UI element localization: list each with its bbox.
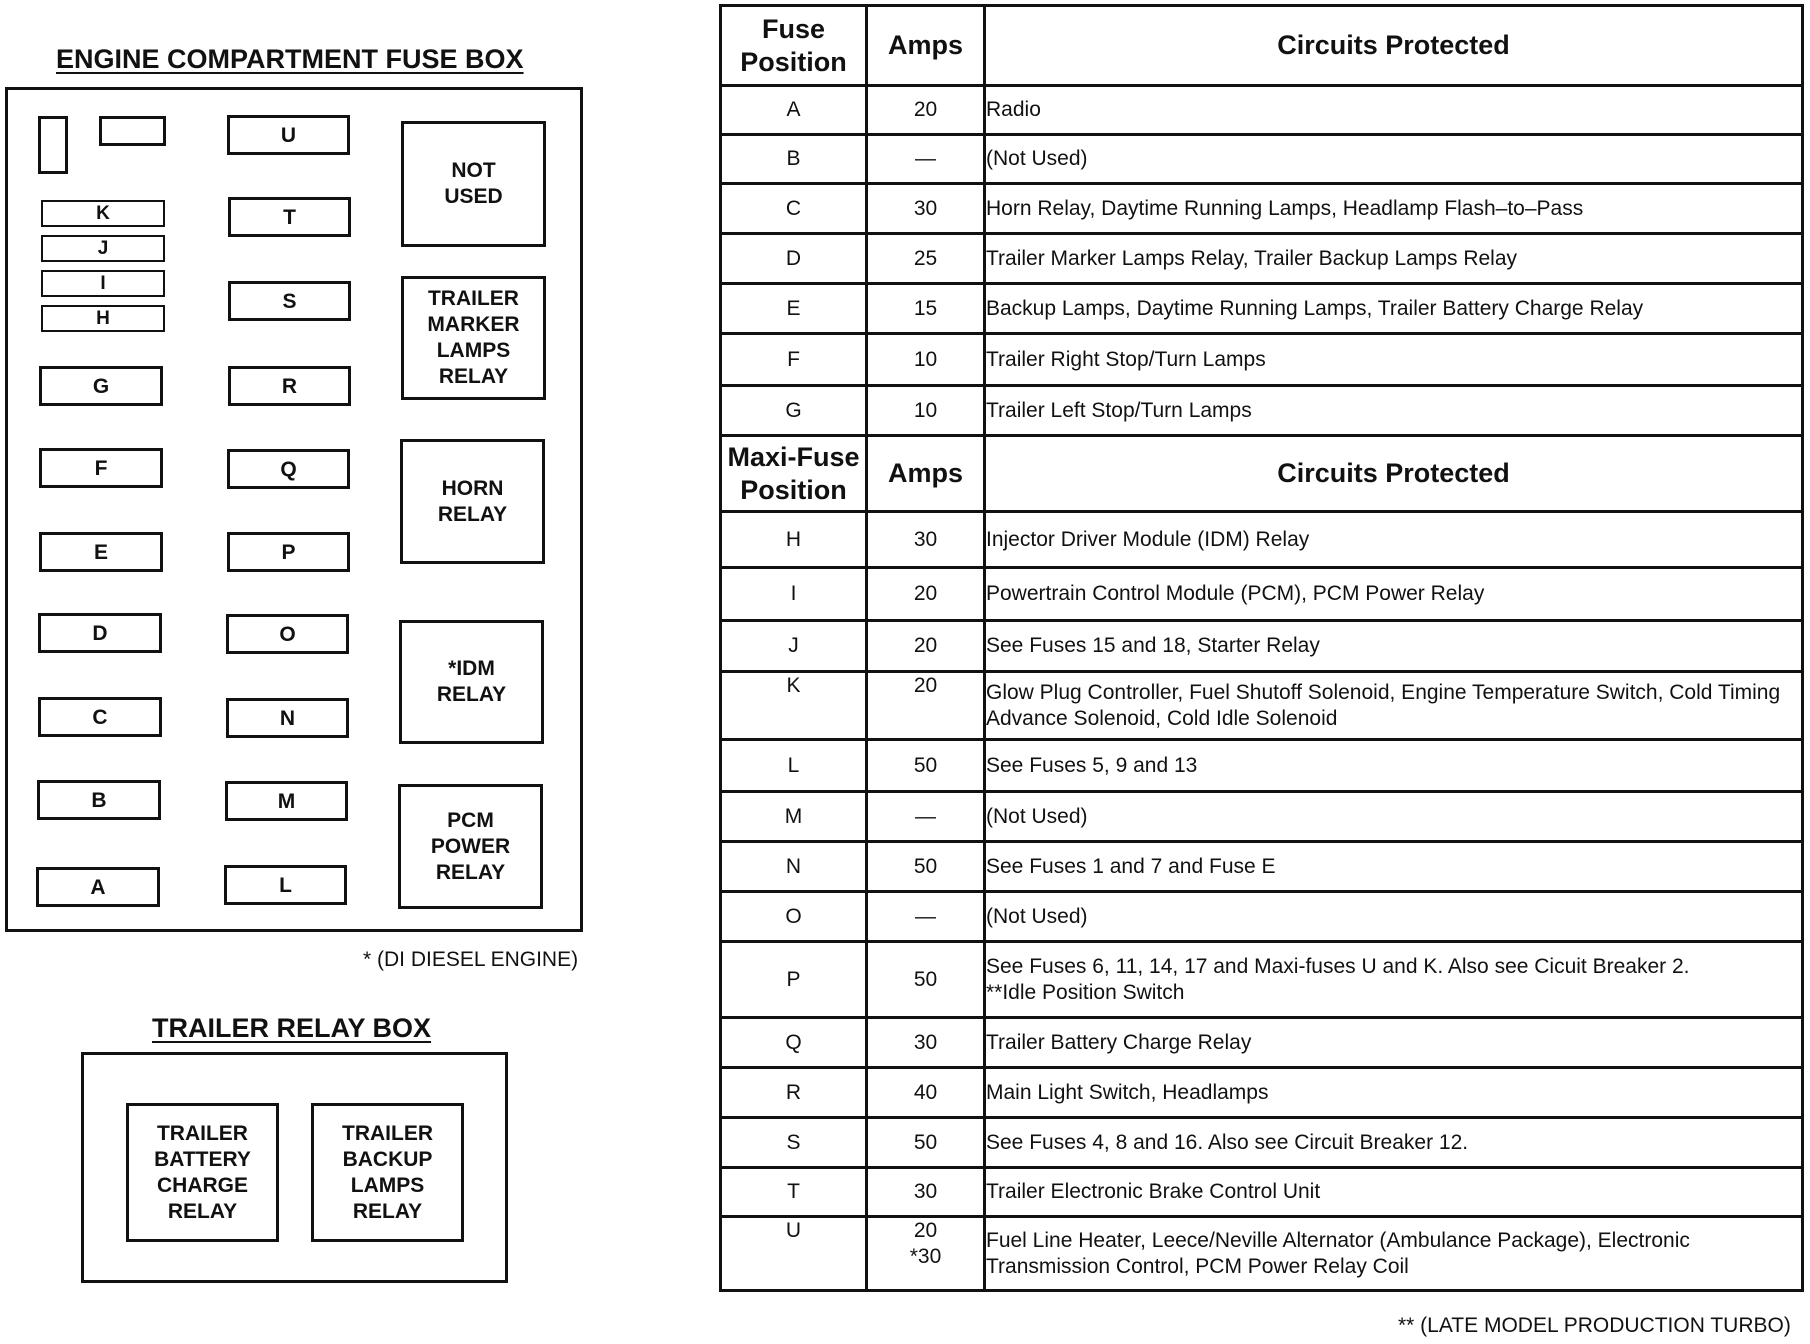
row-amps: 20 (867, 621, 985, 672)
table-row (721, 1118, 1803, 1168)
row-position: A (721, 86, 867, 135)
header-circuits: Circuits Protected (985, 436, 1803, 512)
row-circuits: (Not Used) (985, 892, 1803, 942)
fuse-unlabeled-vertical[interactable] (38, 116, 68, 174)
table-row (721, 740, 1803, 792)
footnote-di-diesel: * (DI DIESEL ENGINE) (363, 948, 579, 971)
row-amps: 50 (867, 740, 985, 792)
relay-idm[interactable]: *IDM RELAY (399, 620, 544, 744)
row-position: I (721, 568, 867, 621)
row-circuits: (Not Used) (985, 792, 1803, 842)
row-circuits: See Fuses 6, 11, 14, 17 and Maxi-fuses U and K. Also see Cicuit Breaker 2. **Idle Position Switch (985, 942, 1803, 1018)
relay-trailer-marker-lamps[interactable]: TRAILER MARKER LAMPS RELAY (401, 276, 546, 400)
fuse-g[interactable]: G (39, 366, 163, 406)
engine-box-title: ENGINE COMPARTMENT FUSE BOX (56, 44, 524, 74)
row-position: O (721, 892, 867, 942)
relay-horn[interactable]: HORN RELAY (400, 439, 545, 564)
relay-not-used[interactable]: NOT USED (401, 121, 546, 247)
fuse-i[interactable]: I (41, 270, 165, 297)
header-amps: Amps (867, 6, 985, 86)
row-amps: 50 (867, 842, 985, 892)
header-amps: Amps (867, 436, 985, 512)
row-position: K (721, 672, 867, 740)
row-position: U (721, 1217, 867, 1291)
row-position: N (721, 842, 867, 892)
row-amps: 10 (867, 386, 985, 436)
row-position: E (721, 284, 867, 334)
row-circuits: See Fuses 15 and 18, Starter Relay (985, 621, 1803, 672)
row-position: Q (721, 1018, 867, 1068)
fuse-f[interactable]: F (39, 448, 163, 488)
relay-trailer-backup-lamps[interactable]: TRAILER BACKUP LAMPS RELAY (311, 1103, 464, 1242)
fuse-table-header (721, 6, 1803, 86)
relay-trailer-battery-charge[interactable]: TRAILER BATTERY CHARGE RELAY (126, 1103, 279, 1242)
fuse-b[interactable]: B (37, 780, 161, 820)
table-row (721, 842, 1803, 892)
fuse-a[interactable]: A (36, 867, 160, 907)
row-circuits: Injector Driver Module (IDM) Relay (985, 512, 1803, 568)
table-row (721, 672, 1803, 740)
row-position: J (721, 621, 867, 672)
fuse-t[interactable]: T (228, 197, 351, 237)
fuse-n[interactable]: N (226, 698, 349, 738)
fuse-u[interactable]: U (227, 115, 350, 155)
fuse-table (719, 4, 1804, 1292)
table-row (721, 568, 1803, 621)
row-circuits: (Not Used) (985, 135, 1803, 184)
row-position: R (721, 1068, 867, 1118)
table-row (721, 234, 1803, 284)
row-circuits: See Fuses 4, 8 and 16. Also see Circuit Breaker 12. (985, 1118, 1803, 1168)
row-amps: 50 (867, 1118, 985, 1168)
row-amps: 30 (867, 1018, 985, 1068)
fuse-unlabeled-horizontal[interactable] (99, 116, 166, 146)
fuse-l[interactable]: L (224, 865, 347, 905)
table-row (721, 135, 1803, 184)
row-circuits: Powertrain Control Module (PCM), PCM Power Relay (985, 568, 1803, 621)
row-amps: 20 (867, 672, 985, 740)
row-position: P (721, 942, 867, 1018)
fuse-p[interactable]: P (227, 532, 350, 572)
row-amps: 20 (867, 86, 985, 135)
row-amps: — (867, 135, 985, 184)
row-amps: 20 *30 (867, 1217, 985, 1291)
row-position: D (721, 234, 867, 284)
row-amps: 40 (867, 1068, 985, 1118)
table-row (721, 1168, 1803, 1217)
row-circuits: Trailer Battery Charge Relay (985, 1018, 1803, 1068)
table-row (721, 892, 1803, 942)
row-circuits: Trailer Electronic Brake Control Unit (985, 1168, 1803, 1217)
header-circuits: Circuits Protected (985, 6, 1803, 86)
table-row (721, 1018, 1803, 1068)
row-circuits: Trailer Marker Lamps Relay, Trailer Backup Lamps Relay (985, 234, 1803, 284)
row-position: B (721, 135, 867, 184)
row-position: C (721, 184, 867, 234)
row-circuits: Glow Plug Controller, Fuel Shutoff Solenoid, Engine Temperature Switch, Cold Timing Advance Solenoid, Cold Idle Solenoid (985, 672, 1803, 740)
row-amps: 15 (867, 284, 985, 334)
table-row (721, 1217, 1803, 1291)
row-circuits: Backup Lamps, Daytime Running Lamps, Trailer Battery Charge Relay (985, 284, 1803, 334)
table-row (721, 334, 1803, 386)
row-amps: 10 (867, 334, 985, 386)
fuse-c[interactable]: C (38, 697, 162, 737)
fuse-j[interactable]: J (41, 235, 165, 262)
fuse-r[interactable]: R (228, 366, 351, 406)
trailer-box-title: TRAILER RELAY BOX (152, 1013, 432, 1043)
maxi-table-header (721, 436, 1803, 512)
fuse-d[interactable]: D (38, 613, 162, 653)
table-row (721, 86, 1803, 135)
row-amps: 30 (867, 512, 985, 568)
row-circuits: See Fuses 1 and 7 and Fuse E (985, 842, 1803, 892)
row-position: T (721, 1168, 867, 1217)
fuse-e[interactable]: E (39, 532, 163, 572)
table-row (721, 1068, 1803, 1118)
row-circuits: Main Light Switch, Headlamps (985, 1068, 1803, 1118)
header-fuse-position: Fuse Position (721, 6, 867, 86)
table-row (721, 284, 1803, 334)
row-amps: — (867, 792, 985, 842)
row-circuits: Fuel Line Heater, Leece/Neville Alternator (Ambulance Package), Electronic Transmission Control, PCM Power Relay Coil (985, 1217, 1803, 1291)
row-position: F (721, 334, 867, 386)
table-row (721, 386, 1803, 436)
row-circuits: Horn Relay, Daytime Running Lamps, Headlamp Flash–to–Pass (985, 184, 1803, 234)
row-position: L (721, 740, 867, 792)
footnote-late-model-turbo: ** (LATE MODEL PRODUCTION TURBO) (1398, 1314, 1791, 1337)
row-amps: 30 (867, 184, 985, 234)
row-amps: 20 (867, 568, 985, 621)
relay-pcm-power[interactable]: PCM POWER RELAY (398, 784, 543, 909)
row-position: M (721, 792, 867, 842)
row-amps: 50 (867, 942, 985, 1018)
header-maxi-position: Maxi-Fuse Position (721, 436, 867, 512)
fuse-m[interactable]: M (225, 781, 348, 821)
table-row (721, 184, 1803, 234)
fuse-o[interactable]: O (226, 614, 349, 654)
table-row (721, 942, 1803, 1018)
table-row (721, 512, 1803, 568)
table-row (721, 792, 1803, 842)
row-circuits: See Fuses 5, 9 and 13 (985, 740, 1803, 792)
row-amps: 25 (867, 234, 985, 284)
row-circuits: Radio (985, 86, 1803, 135)
row-position: S (721, 1118, 867, 1168)
row-circuits: Trailer Left Stop/Turn Lamps (985, 386, 1803, 436)
row-amps: — (867, 892, 985, 942)
fuse-s[interactable]: S (228, 281, 351, 321)
fuse-h[interactable]: H (41, 305, 165, 332)
row-position: G (721, 386, 867, 436)
row-amps: 30 (867, 1168, 985, 1217)
fuse-q[interactable]: Q (227, 449, 350, 489)
fuse-k[interactable]: K (41, 200, 165, 227)
row-position: H (721, 512, 867, 568)
table-row (721, 621, 1803, 672)
row-circuits: Trailer Right Stop/Turn Lamps (985, 334, 1803, 386)
